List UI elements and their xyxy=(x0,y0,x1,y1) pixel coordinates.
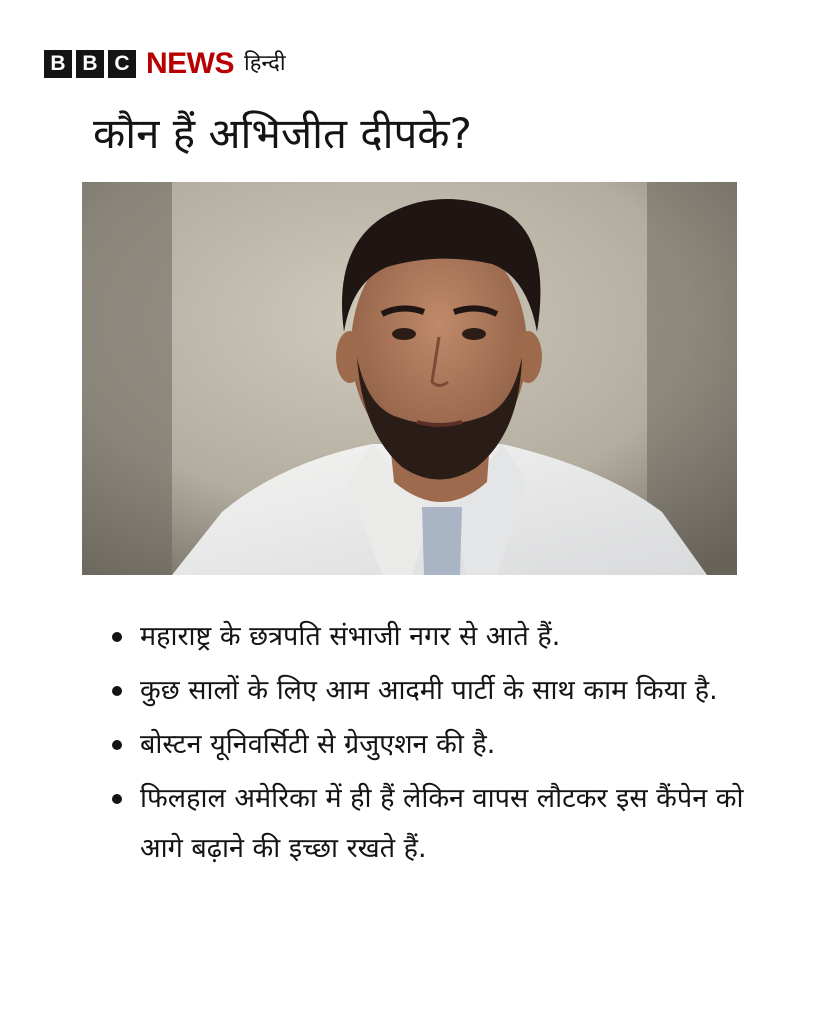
portrait-photo xyxy=(82,182,737,575)
list-item-text: महाराष्ट्र के छत्रपति संभाजी नगर से आते हैं. xyxy=(140,621,561,652)
undershirt xyxy=(422,507,462,575)
list-item-text: फिलहाल अमेरिका में ही हैं लेकिन वापस लौटकर इस कैंपेन को आगे बढ़ाने की इच्छा रखते हैं. xyxy=(140,783,744,864)
news-wordmark: NEWS xyxy=(146,47,234,80)
list-item xyxy=(106,612,766,662)
bbc-news-hindi-logo xyxy=(44,48,286,80)
language-label: हिन्दी xyxy=(244,51,286,76)
portrait-illustration xyxy=(82,182,737,575)
bullet-dot-icon xyxy=(112,740,122,750)
list-item xyxy=(106,774,766,874)
bbc-letter-block: B xyxy=(76,50,104,78)
eye-right xyxy=(462,328,486,340)
list-item-text: कुछ सालों के लिए आम आदमी पार्टी के साथ काम किया है. xyxy=(140,675,718,706)
list-item-text: बोस्टन यूनिवर्सिटी से ग्रेजुएशन की है. xyxy=(140,729,496,760)
fact-list xyxy=(106,612,766,878)
bullet-dot-icon xyxy=(112,632,122,642)
list-item xyxy=(106,720,766,770)
bullet-dot-icon xyxy=(112,794,122,804)
bbc-letter-block: C xyxy=(108,50,136,78)
bullet-dot-icon xyxy=(112,686,122,696)
eye-left xyxy=(392,328,416,340)
list-item xyxy=(106,666,766,716)
photo-shadow-left xyxy=(82,182,172,575)
bbc-letter-block: B xyxy=(44,50,72,78)
headline: कौन हैं अभिजीत दीपके? xyxy=(93,109,472,158)
